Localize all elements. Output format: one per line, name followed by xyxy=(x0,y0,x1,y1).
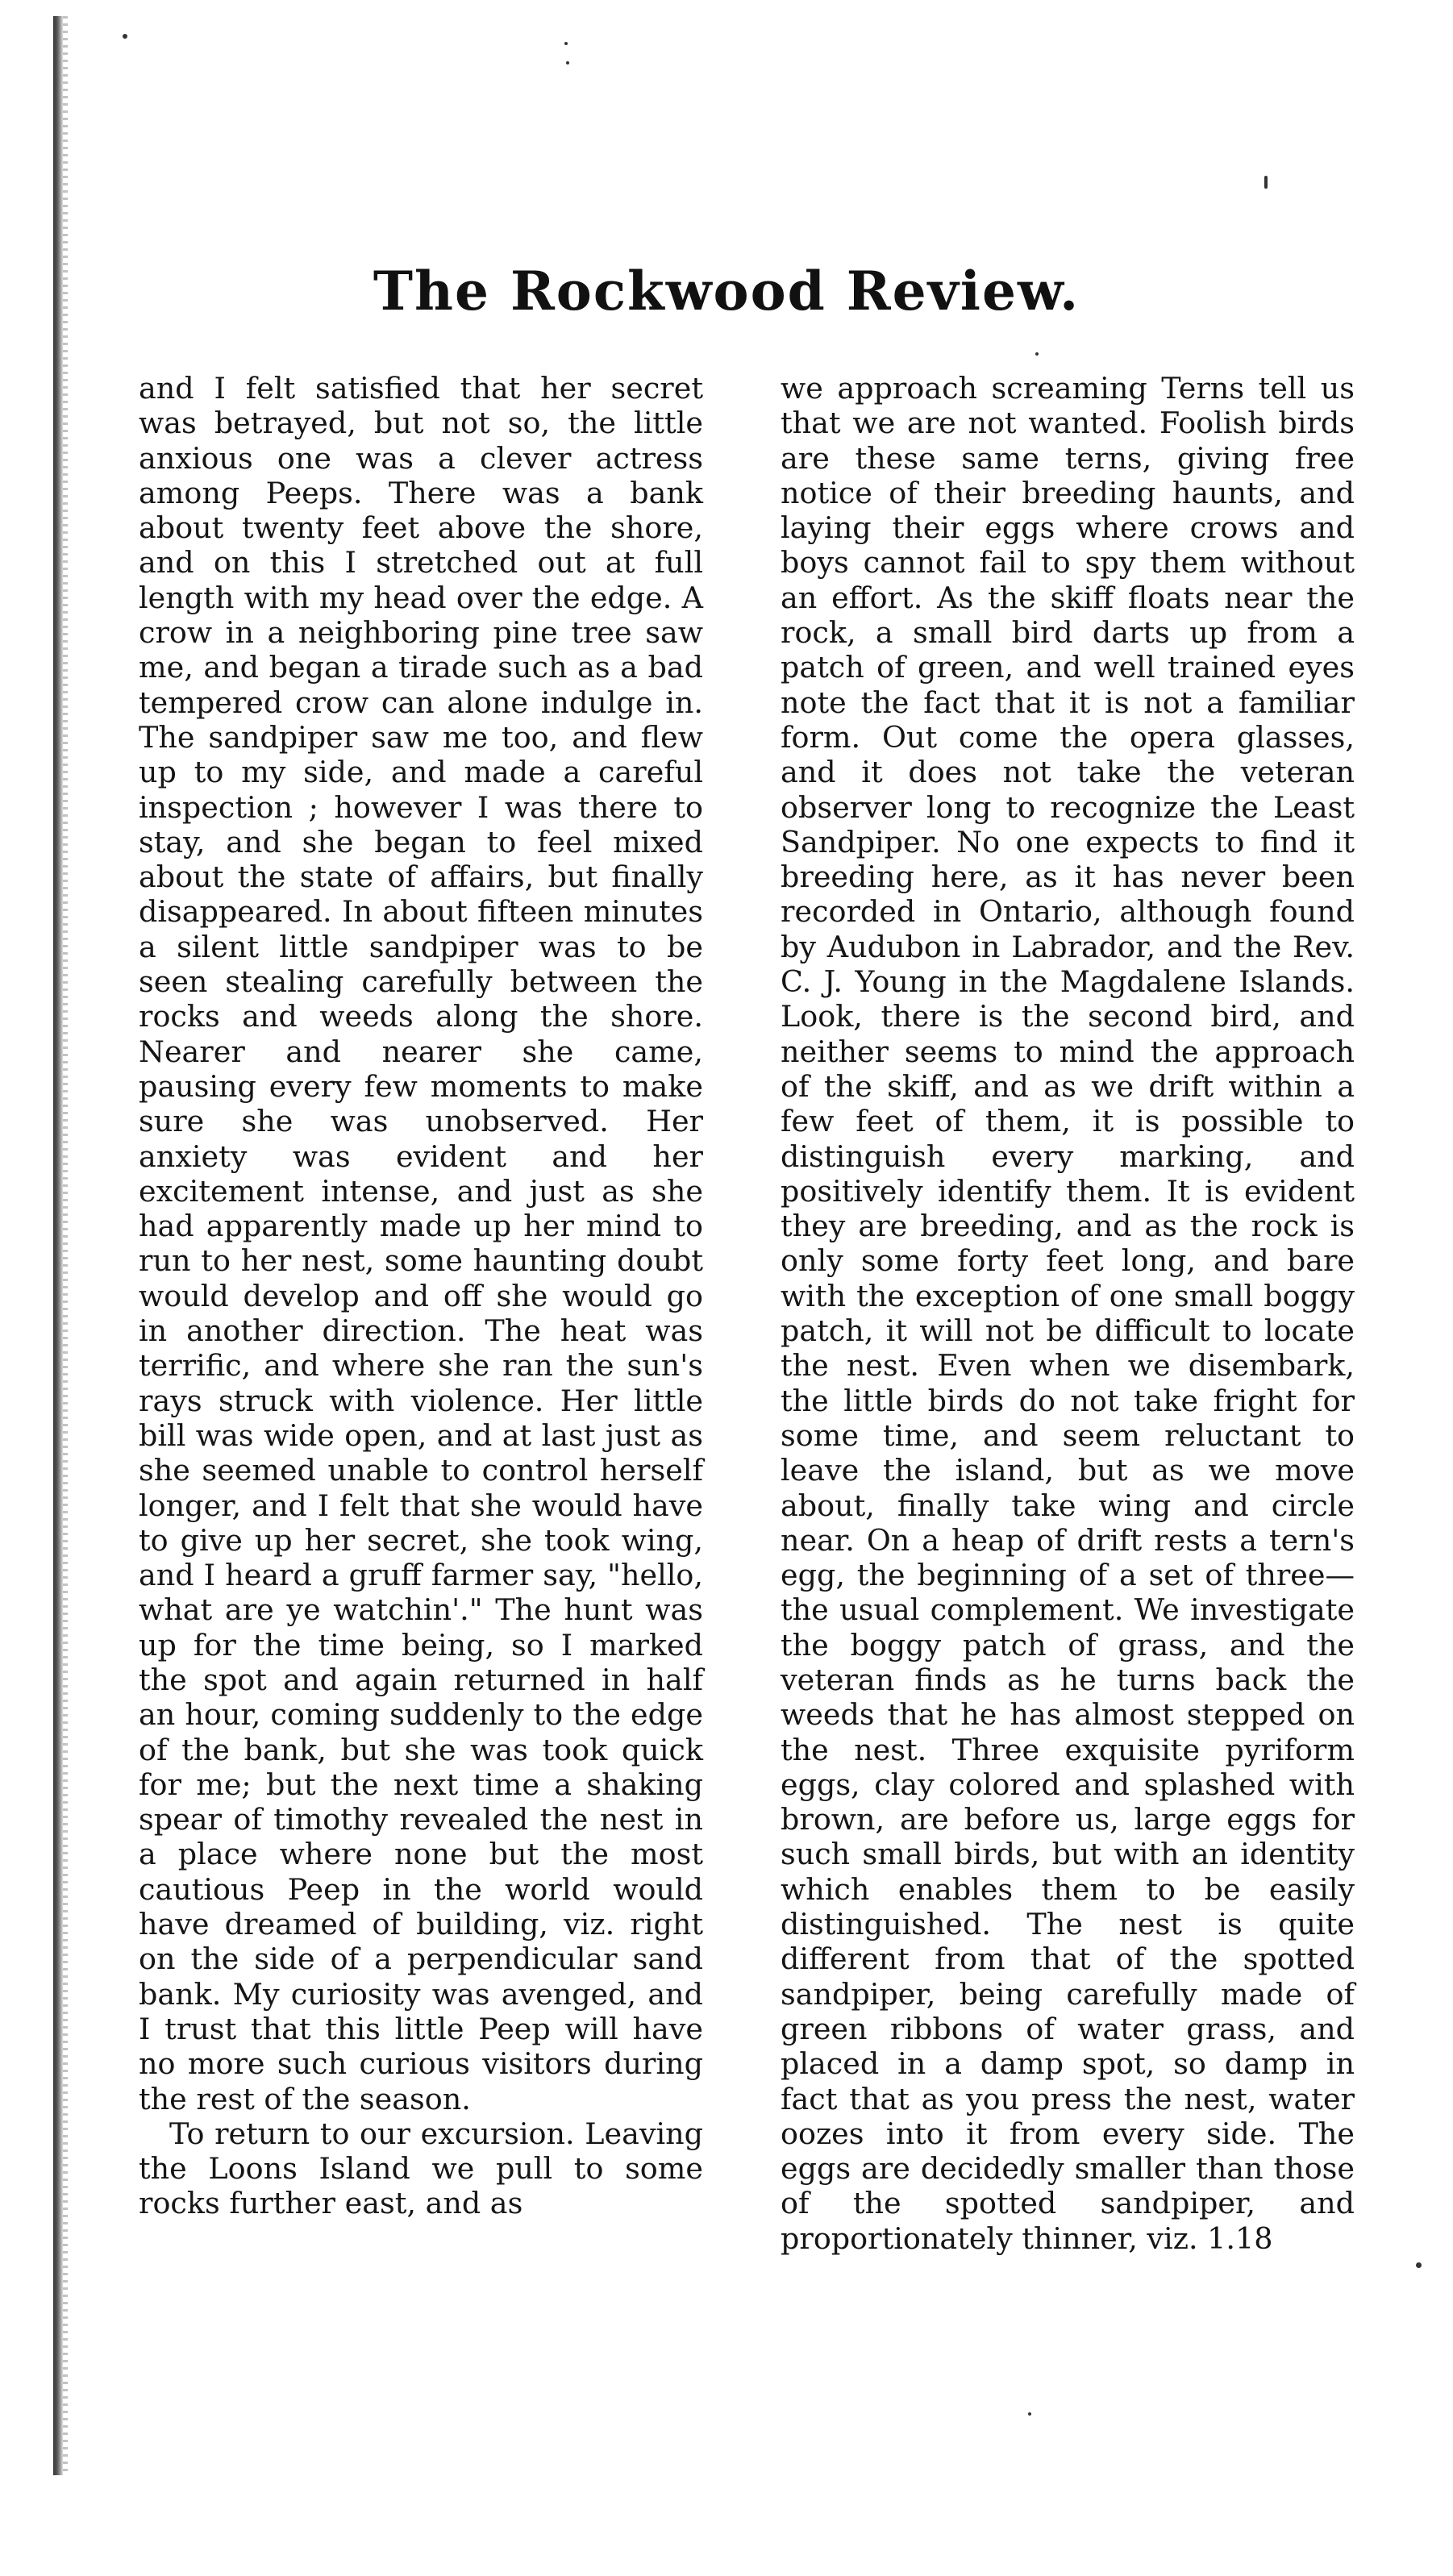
binding-edge xyxy=(53,16,63,2475)
print-speck xyxy=(1416,2262,1422,2268)
right-column xyxy=(781,371,1355,2256)
print-speck xyxy=(566,61,569,65)
print-speck xyxy=(123,34,127,39)
left-column xyxy=(139,371,703,2221)
print-speck xyxy=(1035,352,1039,356)
print-speck xyxy=(564,42,568,45)
right-paragraph-1: we approach screaming Terns tell us that we are not wanted. Foolish birds are these same terns, giving free notice of their breeding haunts, and laying their eggs where crows and boys cannot fail to spy them without an effort. As the skiff floats near the rock, a small bird darts up from a patch of green, and well trained eyes note the fact that it is not a familiar form. Out come the opera glasses, and it does not take the veteran observer long to recognize the Least Sandpiper. No one expects to find it breeding here, as it has never been recorded in Ontario, although found by Audubon in Labrador, and the Rev. C. J. Young in the Magdalene Islands. Look, there is the second bird, and neither seems to mind the approach of the skiff, and as we drift within a few feet of them, it is possible to distinguish every marking, and positively identify them. It is evident they are breeding, and as the rock is only some forty feet long, and bare with the exception of one small boggy patch, it will not be difficult to locate the nest. Even when we disembark, the little birds do not take fright for some time, and seem reluctant to leave the island, but as we move about, finally take wing and circle near. On a heap of drift rests a tern's egg, the beginning of a set of three—the usual complement. We investigate the boggy patch of grass, and the veteran finds as he turns back the weeds that he has almost stepped on the nest. Three exquisite pyriform eggs, clay colored and splashed with brown, are before us, large eggs for such small birds, but with an identity which enables them to be easily distinguished. The nest is quite different from that of the spotted sandpiper, being carefully made of green ribbons of water grass, and placed in a damp spot, so damp in fact that as you press the nest, water oozes into it from every side. The eggs are decidedly smaller than those of the spotted sandpiper, and proportionately thinner, viz. 1.18 xyxy=(781,371,1355,2256)
print-speck xyxy=(1264,176,1268,189)
left-paragraph-1: and I felt satisfied that her secret was betrayed, but not so, the little anxious one was a clever actress among Peeps. There was a bank about twenty feet above the shore, and on this I stretched out at full length with my head over the edge. A crow in a neighboring pine tree saw me, and began a tirade such as a bad tempered crow can alone indulge in. The sandpiper saw me too, and flew up to my side, and made a careful inspection ; however I was there to stay, and she began to feel mixed about the state of affairs, but finally disappeared. In about fifteen minutes a silent little sandpiper was to be seen stealing carefully between the rocks and weeds along the shore. Nearer and nearer she came, pausing every few moments to make sure she was unobserved. Her anxiety was evident and her excitement intense, and just as she had apparently made up her mind to run to her nest, some haunting doubt would develop and off she would go in another direction. The heat was terrific, and where she ran the sun's rays struck with violence. Her little bill was wide open, and at last just as she seemed unable to control herself longer, and I felt that she would have to give up her secret, she took wing, and I heard a gruff farmer say, "hello, what are ye watchin'." The hunt was up for the time being, so I marked the spot and again returned in half an hour, coming suddenly to the edge of the bank, but she was took quick for me; but the next time a shaking spear of timothy revealed the nest in a place where none but the most cautious Peep in the world would have dreamed of building, viz. right on the side of a perpendicular sand bank. My curiosity was avenged, and I trust that this little Peep will have no more such curious visitors during the rest of the season. xyxy=(139,371,703,2116)
left-paragraph-2: To return to our excursion. Leaving the Loons Island we pull to some rocks further east, and as xyxy=(139,2116,703,2221)
running-header: The Rockwood Review. xyxy=(373,260,1080,323)
print-speck xyxy=(1028,2412,1031,2416)
